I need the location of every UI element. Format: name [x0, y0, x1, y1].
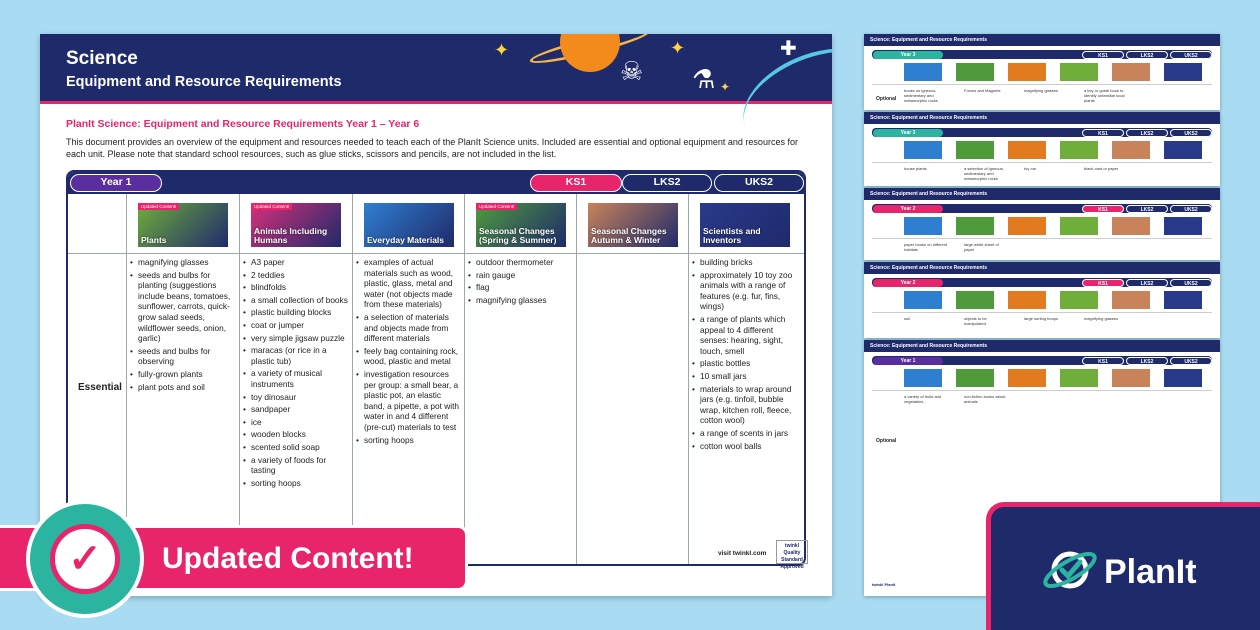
- list-item: • rain gauge: [468, 270, 574, 281]
- list-item: • coat or jumper: [243, 320, 349, 331]
- star-icon: ✦: [720, 80, 731, 94]
- list-item: • wooden blocks: [243, 429, 349, 440]
- thumb-tab-bar: [872, 204, 1212, 213]
- thumb-unit-image: [1060, 369, 1098, 387]
- thumb-stage-tab: LKS2: [1126, 51, 1168, 59]
- thumb-tab-bar: [872, 128, 1212, 137]
- list-item: • flag: [468, 282, 574, 293]
- thumb-unit-image: [1008, 63, 1046, 81]
- thumb-unit-image: [956, 63, 994, 81]
- thumb-unit-image: [1112, 369, 1150, 387]
- unit-card-seasonal-spring: [476, 203, 566, 247]
- thumb-unit-image: [956, 291, 994, 309]
- year-tab: Year 1: [70, 174, 162, 192]
- thumb-row-label: Optional: [876, 96, 897, 102]
- thumb-stage-tab: LKS2: [1126, 129, 1168, 137]
- updated-content-text: Updated Content!: [162, 542, 414, 575]
- list-item: • materials to wrap around jars (e.g. tinfoil, bubble wrap, kitchen roll, fleece, cotton wool): [692, 384, 798, 426]
- table-header-bar: [68, 172, 804, 194]
- list-item: • investigation resources per group: a small bear, a plastic pot, an elastic band, a pipette, a pot with water in and 4 different (pre-cut) materials to test: [356, 369, 462, 433]
- thumb-year-tab: Year 2: [873, 205, 943, 213]
- list-item: • sandpaper: [243, 404, 349, 415]
- stage-tab-uks2: UKS2: [714, 174, 804, 192]
- thumb-tab-bar: [872, 278, 1212, 287]
- thumb-cell-text: non-fiction books about animals: [964, 394, 1006, 404]
- thumb-cell-text: large white sheet of paper: [964, 242, 999, 252]
- list-item: • plastic bottles: [692, 358, 798, 369]
- thumb-unit-image: [1164, 63, 1202, 81]
- thumb-unit-image: [1112, 63, 1150, 81]
- unit-card-seasonal-autumn: [588, 203, 678, 247]
- page-subtitle: Equipment and Resource Requirements: [66, 74, 342, 90]
- list-item: • approximately 10 toy zoo animals with a range of features (e.g. fur, fins, wings): [692, 270, 798, 312]
- document-header: [40, 34, 832, 104]
- column-divider: [464, 194, 465, 564]
- list-item: • fully-grown plants: [130, 369, 236, 380]
- thumb-unit-image: [1112, 291, 1150, 309]
- planit-logo-icon: [1040, 540, 1100, 600]
- thumb-unit-image: [1164, 291, 1202, 309]
- page-thumbnail: [864, 112, 1220, 186]
- list-item: • magnifying glasses: [130, 257, 236, 268]
- list-item: • plastic building blocks: [243, 307, 349, 318]
- twinkl-logo-subtext: Quality Standard Approved: [780, 550, 804, 570]
- thumb-unit-image: [956, 217, 994, 235]
- thumb-cell-text: books on igneous, sedimentary and metamorphic rocks: [904, 88, 938, 103]
- thumb-cell-text: house plants: [904, 166, 927, 171]
- updated-flag: Updated Content!: [476, 203, 517, 210]
- thumb-unit-image: [1164, 369, 1202, 387]
- thumb-unit-image: [904, 217, 942, 235]
- thumb-stage-tab: UKS2: [1170, 129, 1212, 137]
- column-divider: [576, 194, 577, 564]
- twinkl-logo-text: twinkl: [784, 543, 800, 549]
- thumb-cell-text: a selection of igneous, sedimentary and metamorphic rocks: [964, 166, 1004, 181]
- visit-twinkl-link: visit twinkl.com: [718, 550, 767, 557]
- thumb-tab-bar: [872, 50, 1212, 59]
- essential-list-materials: [356, 257, 462, 447]
- page-title: Science: [66, 48, 138, 69]
- document-heading: PlanIt Science: Equipment and Resource Requirements Year 1 – Year 6: [66, 118, 420, 130]
- star-icon: ✦: [670, 38, 686, 58]
- unit-card-scientists: [700, 203, 790, 247]
- list-item: • a range of scents in jars: [692, 428, 798, 439]
- thumb-unit-image: [1060, 63, 1098, 81]
- list-item: • a small collection of books: [243, 295, 349, 306]
- planit-brand-label: PlanIt: [1104, 553, 1197, 591]
- unit-name: Scientists and Inventors: [703, 226, 761, 245]
- thumb-stage-tab: UKS2: [1170, 279, 1212, 287]
- planet-icon: [560, 34, 620, 72]
- thumb-unit-image: [904, 63, 942, 81]
- thumb-unit-image: [904, 141, 942, 159]
- thumb-unit-image: [1060, 141, 1098, 159]
- thumb-cell-text: magnifying glasses: [1024, 88, 1059, 93]
- thumb-title: Science: Equipment and Resource Requirements: [864, 340, 1220, 352]
- thumb-unit-image: [1112, 141, 1150, 159]
- essential-list-scientists: [692, 257, 798, 453]
- thumb-cell-text: toy car: [1024, 166, 1037, 171]
- row-label-essential: Essential: [78, 382, 122, 393]
- list-item: • toy dinosaur: [243, 392, 349, 403]
- thumb-cell-text: a key or guide book to identify unfamiliar local plants: [1084, 88, 1125, 103]
- thumb-title: Science: Equipment and Resource Requirements: [864, 34, 1220, 46]
- unit-card-animals: [251, 203, 341, 247]
- list-item: • seeds and bulbs for planting (suggestions include beans, tomatoes, sunflower, carrots, quick-grow salad seeds, wildflower seeds, onion, garlic): [130, 270, 236, 344]
- thumb-stage-tab: KS1: [1082, 51, 1124, 59]
- list-item: • very simple jigsaw puzzle: [243, 333, 349, 344]
- thumb-title: Science: Equipment and Resource Requirements: [864, 188, 1220, 200]
- thumb-unit-image: [904, 291, 942, 309]
- list-item: • magnifying glasses: [468, 295, 574, 306]
- thumb-row-label: Optional: [876, 438, 897, 444]
- thumb-stage-tab: KS1: [1082, 129, 1124, 137]
- thumb-unit-image: [1112, 217, 1150, 235]
- list-item: • blindfolds: [243, 282, 349, 293]
- thumb-cell-text: paper books on different habitats: [904, 242, 948, 252]
- microscope-icon: ⚗: [692, 64, 716, 94]
- thumb-cell-text: soil: [904, 316, 911, 321]
- list-item: • ice: [243, 417, 349, 428]
- list-item: • sorting hoops: [356, 435, 462, 446]
- list-item: • a variety of musical instruments: [243, 368, 349, 389]
- thumb-cell-text: Forces and Magnets: [964, 88, 1001, 93]
- page-thumbnail: [864, 34, 1220, 110]
- thumb-unit-image: [956, 369, 994, 387]
- unit-name: Animals Including Humans: [254, 226, 328, 245]
- list-item: • 10 small jars: [692, 371, 798, 382]
- thumb-unit-image: [1008, 141, 1046, 159]
- plaster-icon: ✚: [780, 38, 797, 60]
- unit-name: Seasonal Changes (Spring & Summer): [479, 226, 557, 245]
- thumb-stage-tab: KS1: [1082, 357, 1124, 365]
- column-divider: [126, 194, 127, 564]
- star-icon: ✦: [494, 40, 510, 60]
- list-item: • sorting hoops: [243, 478, 349, 489]
- page-thumbnail: [864, 262, 1220, 338]
- thumb-stage-tab: LKS2: [1126, 205, 1168, 213]
- thumb-year-tab: Year 3: [873, 51, 943, 59]
- twinkl-logo: [776, 540, 808, 570]
- thumb-title: Science: Equipment and Resource Requirements: [864, 262, 1220, 274]
- column-divider: [352, 194, 353, 564]
- list-item: • A3 paper: [243, 257, 349, 268]
- unit-card-materials: [364, 203, 454, 247]
- stage-tab-lks2: LKS2: [622, 174, 712, 192]
- thumb-stage-tab: UKS2: [1170, 205, 1212, 213]
- list-item: • a selection of materials and objects made from different materials: [356, 312, 462, 344]
- thumb-unit-image: [1060, 291, 1098, 309]
- thumb-unit-image: [1008, 369, 1046, 387]
- list-item: • maracas (or rice in a plastic tub): [243, 345, 349, 366]
- updated-badge-circle: [26, 500, 144, 618]
- list-item: • outdoor thermometer: [468, 257, 574, 268]
- thumb-unit-image: [1008, 291, 1046, 309]
- list-item: • feely bag containing rock, wood, plastic and metal: [356, 346, 462, 367]
- column-divider: [688, 194, 689, 564]
- thumb-unit-image: [1060, 217, 1098, 235]
- thumb-year-tab: Year 2: [873, 279, 943, 287]
- thumb-unit-image: [904, 369, 942, 387]
- essential-list-seasonal-spring: [468, 257, 574, 307]
- list-item: • 2 teddies: [243, 270, 349, 281]
- essential-list-plants: [130, 257, 236, 394]
- thumb-year-tab: Year 3: [873, 129, 943, 137]
- thumb-unit-image: [956, 141, 994, 159]
- unit-card-plants: [138, 203, 228, 247]
- thumb-unit-image: [1164, 141, 1202, 159]
- list-item: • building bricks: [692, 257, 798, 268]
- thumb-unit-image: [1008, 217, 1046, 235]
- check-icon-ring: [50, 524, 120, 594]
- row-divider: [68, 253, 804, 254]
- thumb-tab-bar: [872, 356, 1212, 365]
- thumb-stage-tab: KS1: [1082, 279, 1124, 287]
- document-intro: This document provides an overview of the equipment and resources needed to teach each of the PlanIt Science units. Included are essential and optional equipment and resources for each unit. Please note that standard school resources, such as glue sticks, scissors and pencils, are not included in the list.: [66, 137, 798, 159]
- updated-flag: Updated Content!: [251, 203, 292, 210]
- list-item: • examples of actual materials such as wood, plastic, glass, metal and water (not objects made from these materials): [356, 257, 462, 310]
- list-item: • a variety of foods for tasting: [243, 455, 349, 476]
- list-item: • seeds and bulbs for observing: [130, 346, 236, 367]
- essential-list-animals: [243, 257, 349, 490]
- thumb-cell-text: objects to be manipulated: [964, 316, 987, 326]
- thumb-unit-image: [1164, 217, 1202, 235]
- list-item: • plant pots and soil: [130, 382, 236, 393]
- list-item: • cotton wool balls: [692, 441, 798, 452]
- column-divider: [239, 194, 240, 564]
- thumb-cell-text: a variety of fruits and vegetables: [904, 394, 942, 404]
- thumb-cell-text: magnifying glasses: [1084, 316, 1119, 321]
- main-document: [40, 34, 832, 596]
- thumb-footer-logo: twinkl PlanIt: [872, 582, 896, 587]
- requirements-table: [66, 170, 806, 566]
- page-thumbnail: [864, 188, 1220, 260]
- thumb-title: Science: Equipment and Resource Requirements: [864, 112, 1220, 124]
- unit-name: Plants: [141, 235, 167, 245]
- thumb-stage-tab: UKS2: [1170, 357, 1212, 365]
- unit-name: Everyday Materials: [367, 235, 445, 245]
- thumb-year-tab: Year 1: [873, 357, 943, 365]
- dinosaur-skull-icon: ☠: [620, 56, 644, 86]
- thumb-cell-text: large sorting hoops: [1024, 316, 1059, 321]
- thumb-stage-tab: LKS2: [1126, 357, 1168, 365]
- check-icon: ✓: [68, 537, 102, 581]
- thumb-stage-tab: LKS2: [1126, 279, 1168, 287]
- thumb-cell-text: black card or paper: [1084, 166, 1119, 171]
- stage-tab-ks1: KS1: [530, 174, 622, 192]
- updated-flag: Updated Content!: [138, 203, 179, 210]
- thumb-stage-tab: KS1: [1082, 205, 1124, 213]
- list-item: • scented solid soap: [243, 442, 349, 453]
- thumb-stage-tab: UKS2: [1170, 51, 1212, 59]
- unit-name: Seasonal Changes Autumn & Winter: [591, 226, 667, 245]
- list-item: • a range of plants which appeal to 4 different senses: hearing, sight, touch, smell: [692, 314, 798, 356]
